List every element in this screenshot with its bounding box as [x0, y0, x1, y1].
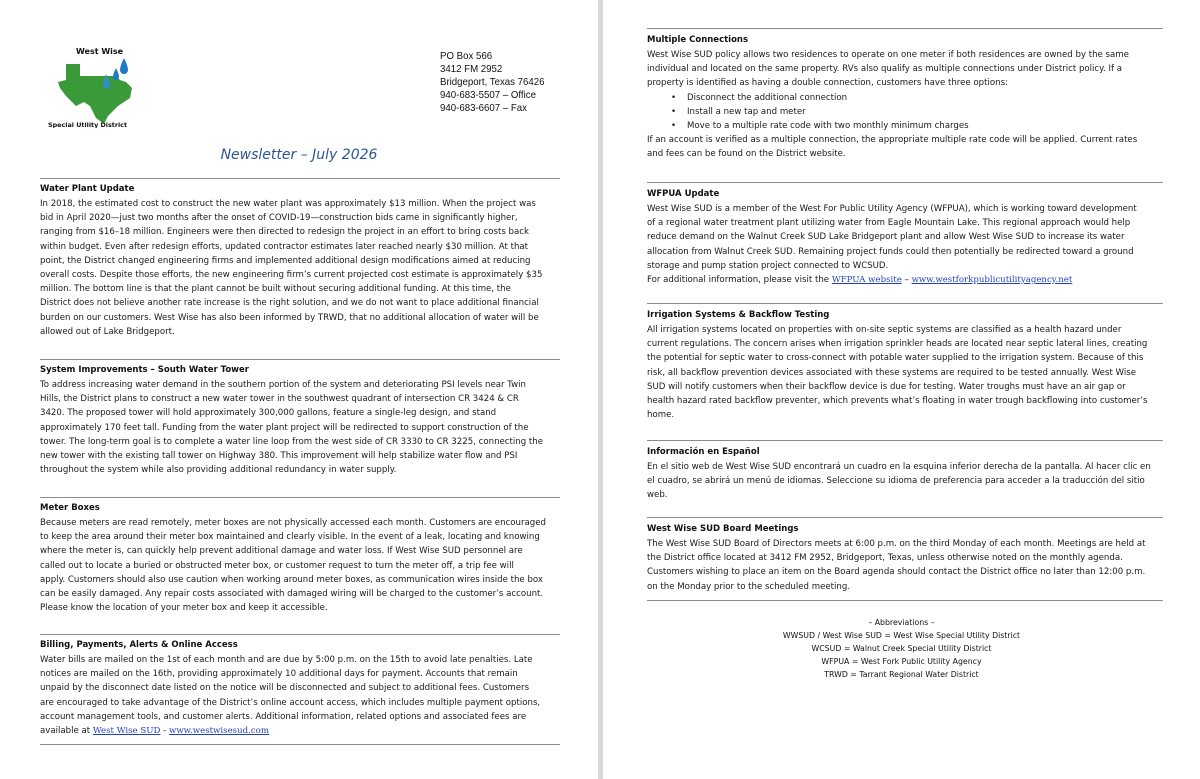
district-logo: [46, 44, 160, 128]
abbreviations-block: [603, 616, 1200, 681]
body-line: current regulations. The concern arises when irrigation sprinkler heads are located near septic lateral lines, creating: [647, 339, 1148, 350]
body-line: to keep the area around their meter box maintained and clearly visible. In the event of a leak, locating and knowing: [40, 532, 540, 543]
body-line: District does not believe another rate increase is the right solution, and we do not want to place additional financial: [40, 298, 539, 309]
section-title: Multiple Connections: [647, 35, 749, 45]
divider: [647, 600, 1163, 601]
body-line: million. The bottom line is that the plant cannot be built without securing additional funding. At this time, the: [40, 284, 511, 295]
body-line: storage and pump station project connected to WCSUD.: [647, 260, 889, 271]
body-line: To address increasing water demand in the southern portion of the system and deteriorating PSI levels near Twin: [40, 380, 526, 390]
body-line: apply. Customers should also use caution when working around meter boxes, as communication wires inside the box: [40, 574, 543, 585]
body-line: new tower with the existing tall tower on Highway 380. This improvement will help stabilize water flow and PSI: [40, 451, 518, 462]
section-title: Irrigation Systems & Backflow Testing: [647, 310, 830, 320]
wfpua-website-link[interactable]: WFPUA website: [831, 275, 902, 286]
body-line: [647, 273, 1163, 287]
address-block: [440, 50, 554, 115]
list-item: • Install a new tap and meter: [671, 105, 1163, 119]
body-line: overall costs. Despite those efforts, the new engineering firm’s current projected cost estimate is approximately $35: [40, 270, 543, 281]
divider: [40, 744, 560, 745]
logo-top-text: West Wise: [76, 47, 124, 56]
body-line: approximately 170 feet tall. Funding from the water plant project will be redirected to support construction of the: [40, 422, 529, 433]
newsletter-page-left: [0, 0, 598, 779]
west-wise-sud-link[interactable]: West Wise SUD: [92, 726, 161, 737]
body-line: health hazard rated backflow preventer, which prevents what’s floating in water trough backflowing into customer’s: [647, 396, 1148, 407]
body-text: available at: [40, 726, 93, 737]
divider: [647, 440, 1163, 441]
divider: [40, 634, 560, 635]
body-line: ranging from $16–18 million. Engineers were then directed to redesign the project in an effort to bring costs back: [40, 227, 529, 238]
section-title: Información en Español: [647, 447, 760, 457]
body-line: risk, all backflow prevention devices associated with these systems are required to be tested annually. West Wise: [647, 367, 1137, 378]
section-multiple-connections: [647, 28, 1163, 162]
abbreviations-heading: – Abbreviations –: [868, 618, 935, 627]
address-line: PO Box 566: [440, 50, 493, 62]
body-line: tower. The long-term goal is to complete a water line loop from the west side of CR 3330 to CR 3225, connecting the: [40, 436, 544, 447]
section-title: System Improvements – South Water Tower: [40, 365, 249, 375]
body-line: En el sitio web de West Wise SUD encontrará un cuadro en la esquina inferior derecha de la pantalla. Al hacer clic en: [647, 462, 1151, 472]
section-title: Billing, Payments, Alerts & Online Access: [40, 640, 238, 650]
section-meter-boxes: [40, 497, 560, 615]
body-text: For additional information, please visit the: [647, 275, 832, 286]
body-line: notices are mailed on the 16th, providing approximately 10 additional days for payment. Accounts that remain: [40, 669, 518, 680]
body-line: 3420. The proposed tower will hold approximately 300,000 gallons, feature a single-leg design, and stand: [40, 408, 497, 419]
body-line: where the meter is, can quickly help prevent additional damage and water loss. If West Wise SUD personnel are: [40, 546, 523, 557]
section-title: WFPUA Update: [647, 189, 720, 199]
section-wfpua: [647, 182, 1163, 287]
body-line: are encouraged to take advantage of the District’s online account access, which includes multiple payment options,: [40, 697, 541, 708]
body-line: account management tools, and customer alerts. Additional information, related options and associated fees are: [40, 711, 527, 722]
divider: [40, 359, 560, 360]
body-line: West Wise SUD is a member of the West For Public Utility Agency (WFPUA), which is working toward development: [647, 204, 1137, 214]
body-line: If an account is verified as a multiple connection, the appropriate multiple rate code will be applied. Current rates: [647, 135, 1138, 146]
body-line: el cuadro, se abrirá un menú de idiomas. Seleccione su idioma de preferencia para acceder a la traducción del sitio: [647, 476, 1145, 487]
divider: [40, 178, 560, 179]
section-title: Meter Boxes: [40, 503, 100, 513]
section-title: Water Plant Update: [40, 184, 135, 194]
phone-fax: 940-683-6607 – Fax: [440, 102, 528, 114]
body-line: West Wise SUD policy allows two residences to operate on one meter if both residences are owned by the same: [647, 50, 1129, 60]
body-line: Water bills are mailed on the 1st of each month and are due by 5:00 p.m. on the 15th to avoid late penalties. Late: [40, 655, 533, 665]
options-list: [671, 91, 1163, 134]
body-line: The West Wise SUD Board of Directors meets at 6:00 p.m. on the third Monday of each month. Meetings are held at: [647, 539, 1146, 549]
address-line: Bridgeport, Texas 76426: [440, 76, 545, 88]
body-line: property is identified as having a double connection, customers have three options:: [647, 78, 1008, 89]
body-line: In 2018, the estimated cost to construct the new water plant was approximately $13 million. When the project was: [40, 199, 536, 209]
body-line: and fees can be found on the District website.: [647, 149, 846, 160]
body-line: the District office located at 3412 FM 2952, Bridgeport, Texas, unless otherwise noted on the monthly agenda.: [647, 553, 1123, 564]
divider: [647, 182, 1163, 183]
divider: [40, 497, 560, 498]
section-espanol: [647, 440, 1163, 503]
newsletter-title: Newsletter – July 2026: [220, 147, 378, 163]
section-south-water-tower: [40, 359, 560, 477]
body-line: home.: [647, 410, 675, 421]
body-line: bid in April 2020—just two months after the onset of COVID-19—construction bids came in significantly higher,: [40, 213, 518, 224]
divider: [647, 28, 1163, 29]
logo-bottom-text: Special Utility District: [48, 121, 128, 128]
body-line: Customers wishing to place an item on the Board agenda should contact the District office no later than 12:00 p.m.: [647, 567, 1146, 578]
body-line: Hills, the District plans to construct a new water tower in the southwest quadrant of intersection CR 3424 & CR: [40, 394, 519, 405]
section-water-plant: [40, 178, 560, 339]
body-line: on the Monday prior to the scheduled meeting.: [647, 581, 851, 592]
body-line: within budget. Even after redesign efforts, updated contractor estimates later reached nearly $30 million. At that: [40, 241, 529, 252]
separator: -: [160, 726, 169, 737]
list-item: • Move to a multiple rate code with two monthly minimum charges: [671, 119, 1163, 133]
abbreviation-item: TRWD = Tarrant Regional Water District: [824, 670, 979, 679]
section-board-meetings: [647, 517, 1163, 601]
body-line: of a regional water treatment plant utilizing water from Eagle Mountain Lake. This regional approach would help: [647, 218, 1131, 229]
abbreviation-item: WWSUD / West Wise SUD = West Wise Special Utility District: [782, 631, 1021, 640]
body-line: allowed out of Lake Bridgeport.: [40, 326, 175, 337]
westwisesud-url-link[interactable]: www.westwisesud.com: [168, 726, 269, 737]
phone-office: 940-683-5507 – Office: [440, 89, 536, 101]
body-line: individual and located on the same property. RVs also qualify as multiple connections under District policy. If a: [647, 64, 1123, 75]
body-line: unpaid by the disconnect date listed on the notice will be disconnected and subject to additional fees. Customers: [40, 683, 530, 694]
body-line: [40, 724, 560, 738]
body-line: All irrigation systems located on properties with on-site septic systems are classified as a health hazard under: [647, 325, 1122, 335]
body-line: Because meters are read remotely, meter boxes are not physically accessed each month. Customers are encouraged: [40, 518, 546, 528]
divider: [647, 517, 1163, 518]
body-line: the potential for septic water to cross-connect with potable water supplied to the irrigation system. Because of this: [647, 353, 1144, 364]
separator: –: [901, 275, 912, 286]
body-line: Please know the location of your meter box and keep it accessible.: [40, 603, 328, 614]
body-line: SUD will notify customers when their backflow device is due for testing. Water troughs must have an air gap or: [647, 381, 1126, 392]
body-line: burden on our customers. West Wise has also been informed by TRWD, that no additional allocation of water will be: [40, 312, 539, 323]
section-billing: [40, 634, 560, 745]
wfpua-url-link[interactable]: www.westforkpublicutilityagency.net: [911, 275, 1073, 286]
abbreviation-item: WCSUD = Walnut Creek Special Utility District: [811, 644, 992, 653]
body-line: web.: [647, 490, 668, 501]
body-line: point, the District changed engineering firms and implemented additional design modifications aimed at reducing: [40, 255, 531, 266]
body-line: reduce demand on the Walnut Creek SUD Lake Bridgeport plant and allow West Wise SUD to increase its water: [647, 232, 1125, 243]
address-line: 3412 FM 2952: [440, 63, 503, 75]
divider: [647, 303, 1163, 304]
body-line: throughout the system while also providing additional redundancy in water supply.: [40, 465, 397, 476]
body-line: can be easily damaged. Any repair costs associated with damaged wiring will be charged to the customer’s account.: [40, 589, 544, 600]
section-title: West Wise SUD Board Meetings: [647, 524, 799, 534]
body-line: allocation from Walnut Creek SUD. Remaining project funds could then potentially be redirected toward a ground: [647, 246, 1134, 257]
section-irrigation: [647, 303, 1163, 422]
body-line: called out to locate a buried or obstructed meter box, or customer request to turn the meter off, a trip fee will: [40, 560, 514, 571]
list-item: • Disconnect the additional connection: [671, 91, 1163, 105]
abbreviation-item: WFPUA = West Fork Public Utility Agency: [821, 657, 982, 666]
